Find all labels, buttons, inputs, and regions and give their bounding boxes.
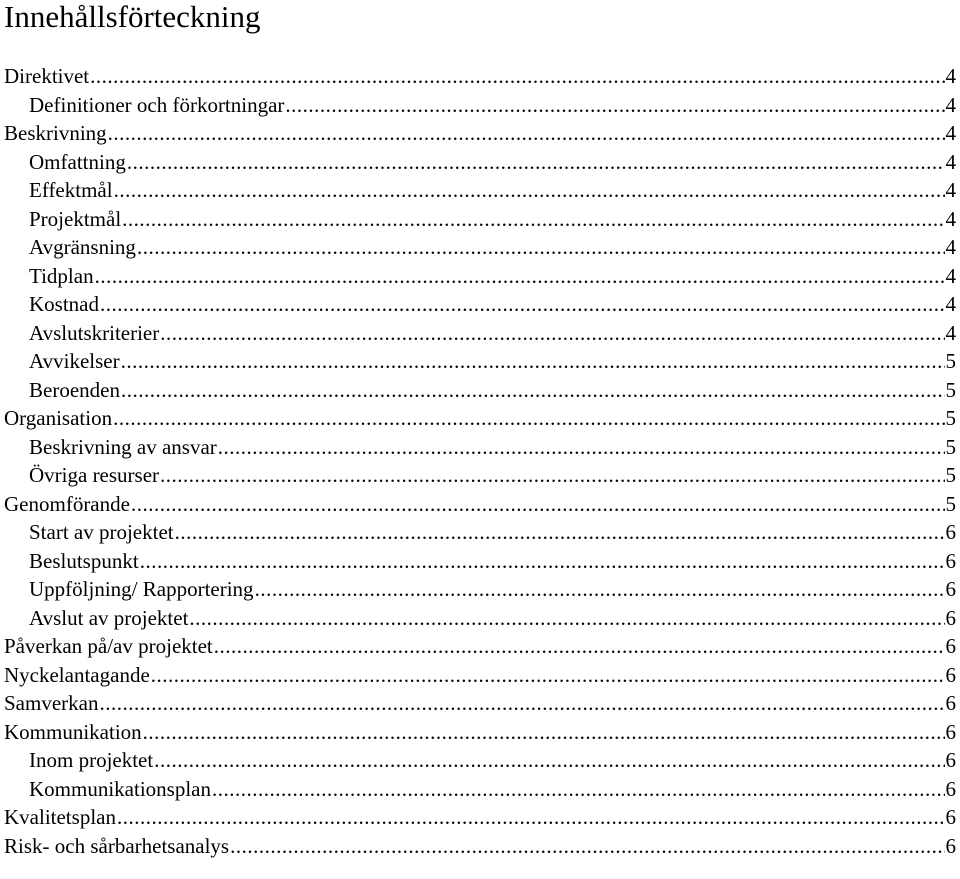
toc-entry[interactable] [0,689,960,718]
toc-entry-label[interactable]: Samverkan [4,691,99,715]
toc-dot-leader [117,803,945,832]
toc-entry-label[interactable]: Avgränsning [29,235,136,259]
toc-page-number[interactable]: 5 [945,463,956,487]
toc-dot-leader [95,262,945,291]
toc-entry[interactable] [0,319,960,348]
toc-entry-label[interactable]: Uppföljning/ Rapportering [29,577,254,601]
toc-dot-leader [255,575,945,604]
toc-dot-leader [121,376,945,405]
toc-page-number[interactable]: 6 [945,776,956,801]
toc-entry[interactable] [0,376,960,405]
toc-dot-leader [137,233,945,262]
toc-entry-label[interactable]: Beslutspunkt [29,548,139,573]
toc-dot-leader [122,205,944,234]
toc-dot-leader [160,319,944,348]
toc-entry[interactable] [0,632,960,661]
toc-page-number[interactable]: 4 [945,235,956,259]
toc-page-number[interactable]: 6 [945,520,956,544]
toc-dot-leader [230,832,944,861]
toc-page-number[interactable]: 6 [945,719,956,744]
toc-entry-label[interactable]: Avslutskriterier [29,320,160,345]
toc-page-number[interactable]: 6 [945,833,956,858]
toc-dot-leader [108,119,945,148]
toc-page-number[interactable]: 6 [945,605,956,630]
toc-page-number[interactable]: 4 [945,92,956,117]
toc-entry-label[interactable]: Omfattning [29,149,126,174]
toc-page-number[interactable]: 6 [945,548,956,573]
toc-page-number[interactable]: 6 [945,662,956,687]
toc-entry-label[interactable]: Beroenden [29,377,120,402]
toc-page-number[interactable]: 5 [945,377,956,402]
toc-entry[interactable] [0,233,960,262]
toc-dot-leader [212,775,945,804]
toc-page-number[interactable]: 4 [945,121,956,145]
toc-entry[interactable] [0,290,960,319]
toc-dot-leader [189,604,944,633]
toc-entry[interactable] [0,62,960,91]
toc-page-number[interactable]: 4 [945,292,956,316]
toc-page-number[interactable]: 4 [945,149,956,174]
toc-entry[interactable] [0,148,960,177]
toc-dot-leader [154,746,944,775]
toc-page-number[interactable]: 4 [945,178,956,202]
toc-entry[interactable] [0,547,960,576]
toc-entry[interactable] [0,461,960,490]
toc-entry-label[interactable]: Övriga resurser [29,463,160,487]
toc-entry-label[interactable]: Start av projektet [29,520,174,544]
toc-page-number[interactable]: 6 [945,577,956,601]
toc-page-number[interactable]: 6 [945,805,956,829]
toc-page-number[interactable]: 6 [945,691,956,715]
toc-entry-label[interactable]: Nyckelantagande [4,662,150,687]
toc-dot-leader [121,347,945,376]
toc-page-number[interactable]: 4 [945,320,956,345]
toc-entry-label[interactable]: Definitioner och förkortningar [29,92,285,117]
toc-page-number[interactable]: 5 [945,406,956,430]
toc-entry-label[interactable]: Kommunikationsplan [29,776,211,801]
toc-entry-label[interactable]: Inom projektet [29,748,154,772]
toc-dot-leader [285,91,944,120]
toc-entry-label[interactable]: Kvalitetsplan [4,805,116,829]
toc-dot-leader [113,404,944,433]
toc-dot-leader [160,461,944,490]
toc-entry[interactable] [0,518,960,547]
toc-entry[interactable] [0,746,960,775]
toc-entry-label[interactable]: Avslut av projektet [29,605,189,630]
toc-dot-leader [99,689,944,718]
toc-page-number[interactable]: 4 [945,263,956,288]
toc-page-number[interactable]: 5 [945,491,956,516]
toc-page-number[interactable]: 5 [945,349,956,373]
toc-entry-label[interactable]: Direktivet [4,64,90,88]
toc-dot-leader [140,547,945,576]
table-of-contents [0,62,960,860]
toc-dot-leader [143,718,945,747]
toc-dot-leader [151,661,945,690]
toc-entry[interactable] [0,176,960,205]
toc-entry[interactable] [0,119,960,148]
toc-page-number[interactable]: 4 [945,64,956,88]
toc-entry-label[interactable]: Påverkan på/av projektet [4,634,213,658]
toc-page-number[interactable]: 6 [945,748,956,772]
toc-entry-label[interactable]: Organisation [4,406,113,430]
toc-entry[interactable] [0,803,960,832]
toc-dot-leader [214,632,945,661]
toc-entry[interactable] [0,575,960,604]
toc-dot-leader [100,290,945,319]
toc-entry-label[interactable]: Beskrivning [4,121,107,145]
toc-dot-leader [127,148,945,177]
toc-entry[interactable] [0,404,960,433]
toc-entry-label[interactable]: Risk- och sårbarhetsanalys [4,833,230,858]
toc-entry[interactable] [0,718,960,747]
toc-heading: Innehållsförteckning [4,0,261,34]
toc-entry-label[interactable]: Beskrivning av ansvar [29,434,217,459]
toc-dot-leader [114,176,945,205]
toc-entry-label[interactable]: Kommunikation [4,719,142,744]
toc-page-number[interactable]: 5 [945,434,956,459]
toc-entry[interactable] [0,832,960,861]
toc-entry-label[interactable]: Effektmål [29,178,113,202]
toc-entry-label[interactable]: Avvikelser [29,349,120,373]
toc-dot-leader [218,433,945,462]
toc-entry[interactable] [0,262,960,291]
toc-entry[interactable] [0,604,960,633]
toc-dot-leader [131,490,945,519]
toc-entry[interactable] [0,347,960,376]
toc-entry[interactable] [0,490,960,519]
toc-entry[interactable] [0,661,960,690]
toc-entry[interactable] [0,205,960,234]
toc-page-number[interactable]: 4 [945,206,956,231]
toc-entry[interactable] [0,775,960,804]
toc-dot-leader [175,518,945,547]
toc-page-number[interactable]: 6 [945,634,956,658]
toc-entry-label[interactable]: Tidplan [29,263,94,288]
toc-entry-label[interactable]: Projektmål [29,206,122,231]
toc-entry-label[interactable]: Kostnad [29,292,99,316]
toc-entry-label[interactable]: Genomförande [4,491,130,516]
toc-entry[interactable] [0,91,960,120]
toc-dot-leader [90,62,944,91]
toc-entry[interactable] [0,433,960,462]
